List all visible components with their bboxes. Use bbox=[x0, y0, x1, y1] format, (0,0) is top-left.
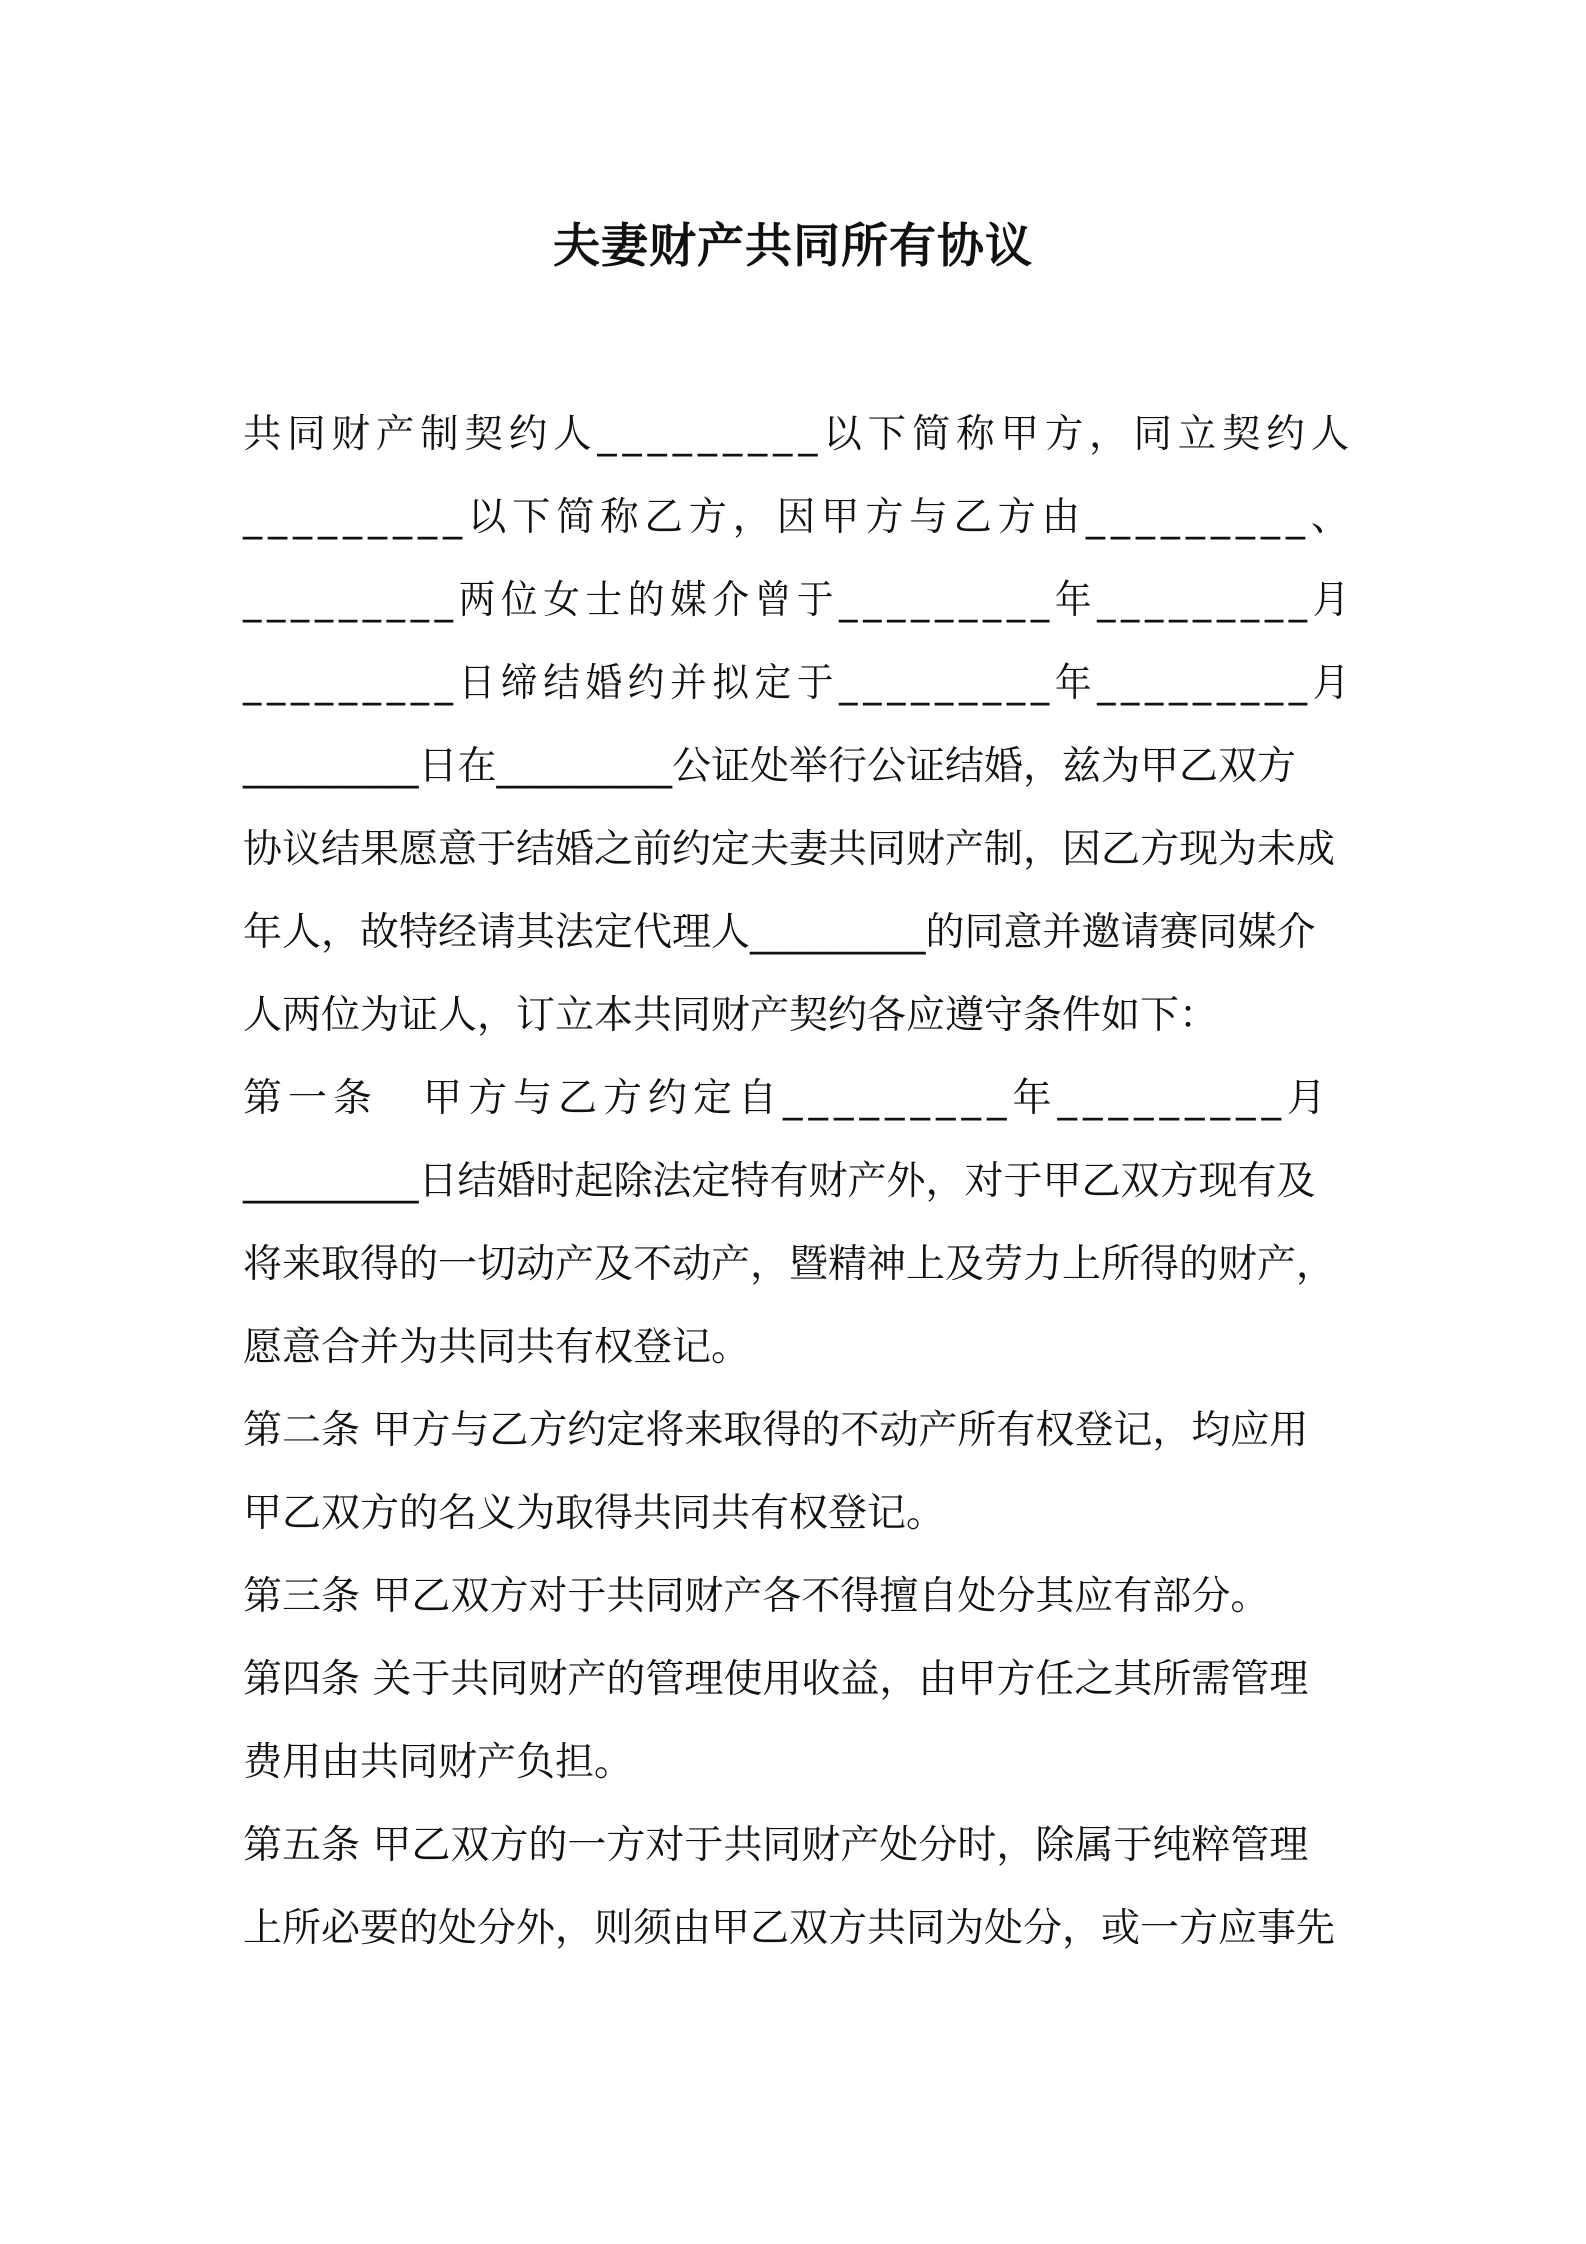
text-line: 协议结果愿意于结婚之前约定夫妻共同财产制，因乙方现为未成 bbox=[243, 827, 1336, 872]
article-1-line: 第一条 甲方与乙方约定自_________年_________月 bbox=[243, 1076, 1333, 1121]
article-5-line: 第五条 甲乙双方的一方对于共同财产处分时，除属于纯粹管理 bbox=[243, 1823, 1309, 1868]
text-line: _________两位女士的媒介曾于_________年_________月 bbox=[243, 578, 1356, 623]
text-line: _________以下简称乙方，因甲方与乙方由_________、 bbox=[243, 495, 1356, 540]
text-line: 上所必要的处分外，则须由甲乙双方共同为处分，或一方应事先 bbox=[243, 1906, 1336, 1951]
document-body bbox=[243, 400, 1355, 1977]
text-line: 人两位为证人，订立本共同财产契约各应遵守条件如下： bbox=[243, 993, 1219, 1038]
article-2-line: 第二条 甲方与乙方约定将来取得的不动产所有权登记，均应用 bbox=[243, 1408, 1309, 1453]
text-line: 费用由共同财产负担。 bbox=[243, 1740, 634, 1785]
text-line: 共同财产制契约人_________以下简称甲方，同立契约人 bbox=[243, 412, 1356, 457]
text-line: _________日在_________公证处举行公证结婚，兹为甲乙双方 bbox=[243, 744, 1297, 789]
text-line: _________日缔结婚约并拟定于_________年_________月 bbox=[243, 661, 1356, 706]
article-3-line: 第三条 甲乙双方对于共同财产各不得擅自处分其应有部分。 bbox=[243, 1574, 1270, 1619]
document-title: 夫妻财产共同所有协议 bbox=[553, 219, 1033, 274]
article-4-line: 第四条 关于共同财产的管理使用收益，由甲方任之其所需管理 bbox=[243, 1657, 1309, 1702]
text-line: 年人，故特经请其法定代理人_________的同意并邀请赛同媒介 bbox=[243, 910, 1316, 955]
text-line: _________日结婚时起除法定特有财产外，对于甲乙双方现有及 bbox=[243, 1159, 1316, 1204]
text-line: 将来取得的一切动产及不动产，暨精神上及劳力上所得的财产， bbox=[243, 1242, 1336, 1287]
text-line: 甲乙双方的名义为取得共同共有权登记。 bbox=[243, 1491, 946, 1536]
text-line: 愿意合并为共同共有权登记。 bbox=[243, 1325, 751, 1370]
